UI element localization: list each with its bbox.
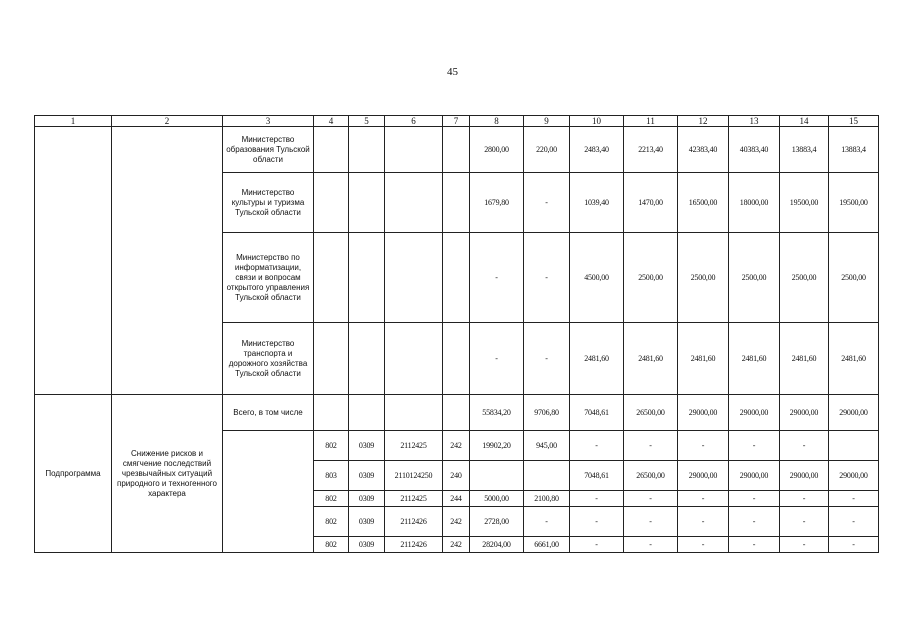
value-cell: 2481,60 bbox=[570, 323, 624, 395]
header-cell: 15 bbox=[829, 116, 879, 127]
code-cell: 2110124250 bbox=[385, 461, 443, 491]
value-cell bbox=[829, 431, 879, 461]
value-cell: 2481,60 bbox=[678, 323, 729, 395]
value-cell bbox=[470, 461, 524, 491]
value-cell: 19902,20 bbox=[470, 431, 524, 461]
value-cell: - bbox=[729, 537, 780, 553]
value-cell: - bbox=[829, 507, 879, 537]
value-cell: - bbox=[524, 323, 570, 395]
value-cell: 2481,60 bbox=[829, 323, 879, 395]
code-cell bbox=[385, 173, 443, 233]
value-cell: 19500,00 bbox=[780, 173, 829, 233]
code-cell: 802 bbox=[314, 431, 349, 461]
value-cell: - bbox=[678, 537, 729, 553]
code-cell bbox=[349, 323, 385, 395]
value-cell: 26500,00 bbox=[624, 395, 678, 431]
code-cell: 802 bbox=[314, 491, 349, 507]
value-cell: 2800,00 bbox=[470, 127, 524, 173]
value-cell: 16500,00 bbox=[678, 173, 729, 233]
value-cell: 29000,00 bbox=[729, 461, 780, 491]
value-cell: 2481,60 bbox=[729, 323, 780, 395]
value-cell: - bbox=[470, 323, 524, 395]
value-cell: - bbox=[678, 507, 729, 537]
value-cell: 945,00 bbox=[524, 431, 570, 461]
value-cell: - bbox=[780, 537, 829, 553]
header-row bbox=[35, 116, 879, 127]
value-cell: - bbox=[729, 491, 780, 507]
code-cell: 242 bbox=[443, 431, 470, 461]
value-cell: - bbox=[570, 491, 624, 507]
value-cell: - bbox=[570, 431, 624, 461]
value-cell: - bbox=[678, 491, 729, 507]
value-cell: 5000,00 bbox=[470, 491, 524, 507]
value-cell: 7048,61 bbox=[570, 461, 624, 491]
value-cell: 29000,00 bbox=[678, 395, 729, 431]
code-cell: 803 bbox=[314, 461, 349, 491]
value-cell: 1679,80 bbox=[470, 173, 524, 233]
code-cell bbox=[349, 173, 385, 233]
code-cell: 0309 bbox=[349, 431, 385, 461]
header-cell: 4 bbox=[314, 116, 349, 127]
value-cell: 2481,60 bbox=[780, 323, 829, 395]
value-cell: 29000,00 bbox=[780, 461, 829, 491]
header-cell: 10 bbox=[570, 116, 624, 127]
value-cell: 29000,00 bbox=[780, 395, 829, 431]
value-cell: - bbox=[624, 431, 678, 461]
header-cell: 6 bbox=[385, 116, 443, 127]
value-cell: 2500,00 bbox=[780, 233, 829, 323]
value-cell: - bbox=[624, 537, 678, 553]
header-cell: 2 bbox=[112, 116, 223, 127]
code-cell bbox=[443, 127, 470, 173]
code-cell: 242 bbox=[443, 507, 470, 537]
value-cell: 18000,00 bbox=[729, 173, 780, 233]
value-cell: - bbox=[829, 537, 879, 553]
subprogram-label: Подпрограмма bbox=[35, 395, 112, 553]
value-cell: - bbox=[524, 233, 570, 323]
code-cell bbox=[314, 127, 349, 173]
ministry-name: Министерство по информатизации, связи и вопросам открытого управления Тульской области bbox=[223, 233, 314, 323]
blank-cell bbox=[223, 431, 314, 553]
value-cell: 7048,61 bbox=[570, 395, 624, 431]
value-cell: 2500,00 bbox=[678, 233, 729, 323]
subprogram-title: Снижение рисков и смягчение последствий чрезвычайных ситуаций природного и техногенного характера bbox=[112, 395, 223, 553]
code-cell bbox=[314, 323, 349, 395]
value-cell: 2728,00 bbox=[470, 507, 524, 537]
value-cell: 9706,80 bbox=[524, 395, 570, 431]
code-cell bbox=[443, 233, 470, 323]
ministry-name: Министерство культуры и туризма Тульской области bbox=[223, 173, 314, 233]
code-cell bbox=[443, 395, 470, 431]
code-cell: 802 bbox=[314, 507, 349, 537]
value-cell: - bbox=[829, 491, 879, 507]
value-cell: 29000,00 bbox=[729, 395, 780, 431]
value-cell: 2213,40 bbox=[624, 127, 678, 173]
header-cell: 12 bbox=[678, 116, 729, 127]
value-cell: 26500,00 bbox=[624, 461, 678, 491]
code-cell bbox=[314, 173, 349, 233]
value-cell: 55834,20 bbox=[470, 395, 524, 431]
code-cell bbox=[443, 173, 470, 233]
value-cell: 29000,00 bbox=[829, 395, 879, 431]
value-cell: - bbox=[470, 233, 524, 323]
header-cell: 14 bbox=[780, 116, 829, 127]
code-cell: 802 bbox=[314, 537, 349, 553]
subprogram-total-row bbox=[35, 395, 879, 431]
code-cell bbox=[443, 323, 470, 395]
header-cell: 8 bbox=[470, 116, 524, 127]
code-cell bbox=[385, 127, 443, 173]
value-cell: - bbox=[780, 491, 829, 507]
code-cell bbox=[314, 233, 349, 323]
code-cell bbox=[385, 395, 443, 431]
code-cell bbox=[385, 233, 443, 323]
value-cell: 2500,00 bbox=[729, 233, 780, 323]
value-cell: - bbox=[729, 431, 780, 461]
header-cell: 5 bbox=[349, 116, 385, 127]
value-cell: 13883,4 bbox=[780, 127, 829, 173]
code-cell bbox=[385, 323, 443, 395]
page-number: 45 bbox=[447, 66, 458, 78]
value-cell: - bbox=[780, 507, 829, 537]
value-cell: 2481,60 bbox=[624, 323, 678, 395]
value-cell bbox=[524, 461, 570, 491]
value-cell: 42383,40 bbox=[678, 127, 729, 173]
code-cell: 244 bbox=[443, 491, 470, 507]
value-cell: - bbox=[570, 507, 624, 537]
value-cell: - bbox=[624, 507, 678, 537]
code-cell: 2112425 bbox=[385, 491, 443, 507]
code-cell: 240 bbox=[443, 461, 470, 491]
total-label: Всего, в том числе bbox=[223, 395, 314, 431]
table-body bbox=[35, 116, 879, 553]
value-cell: 4500,00 bbox=[570, 233, 624, 323]
header-cell: 3 bbox=[223, 116, 314, 127]
code-cell: 0309 bbox=[349, 461, 385, 491]
code-cell bbox=[349, 395, 385, 431]
code-cell: 0309 bbox=[349, 491, 385, 507]
code-cell bbox=[349, 127, 385, 173]
value-cell: - bbox=[780, 431, 829, 461]
value-cell: 29000,00 bbox=[829, 461, 879, 491]
value-cell: 2100,80 bbox=[524, 491, 570, 507]
header-cell: 11 bbox=[624, 116, 678, 127]
header-cell: 13 bbox=[729, 116, 780, 127]
header-cell: 9 bbox=[524, 116, 570, 127]
value-cell: 6661,00 bbox=[524, 537, 570, 553]
code-cell: 2112426 bbox=[385, 537, 443, 553]
header-cell: 1 bbox=[35, 116, 112, 127]
value-cell: 1470,00 bbox=[624, 173, 678, 233]
value-cell: 2500,00 bbox=[624, 233, 678, 323]
code-cell: 2112425 bbox=[385, 431, 443, 461]
value-cell: 2500,00 bbox=[829, 233, 879, 323]
value-cell: - bbox=[570, 537, 624, 553]
value-cell: 1039,40 bbox=[570, 173, 624, 233]
value-cell: 29000,00 bbox=[678, 461, 729, 491]
code-cell bbox=[349, 233, 385, 323]
value-cell: 19500,00 bbox=[829, 173, 879, 233]
blank-cell bbox=[35, 127, 112, 395]
value-cell: 220,00 bbox=[524, 127, 570, 173]
ministry-name: Министерство транспорта и дорожного хозяйства Тульской области bbox=[223, 323, 314, 395]
code-cell: 0309 bbox=[349, 507, 385, 537]
value-cell: - bbox=[624, 491, 678, 507]
value-cell: - bbox=[729, 507, 780, 537]
value-cell: 40383,40 bbox=[729, 127, 780, 173]
value-cell: 13883,4 bbox=[829, 127, 879, 173]
code-cell bbox=[314, 395, 349, 431]
value-cell: 2483,40 bbox=[570, 127, 624, 173]
code-cell: 2112426 bbox=[385, 507, 443, 537]
blank-cell bbox=[112, 127, 223, 395]
header-cell: 7 bbox=[443, 116, 470, 127]
value-cell: - bbox=[678, 431, 729, 461]
value-cell: - bbox=[524, 173, 570, 233]
code-cell: 0309 bbox=[349, 537, 385, 553]
ministry-row bbox=[35, 127, 879, 173]
budget-table bbox=[34, 115, 879, 553]
value-cell: - bbox=[524, 507, 570, 537]
ministry-name: Министерство образования Тульской области bbox=[223, 127, 314, 173]
code-cell: 242 bbox=[443, 537, 470, 553]
value-cell: 28204,00 bbox=[470, 537, 524, 553]
